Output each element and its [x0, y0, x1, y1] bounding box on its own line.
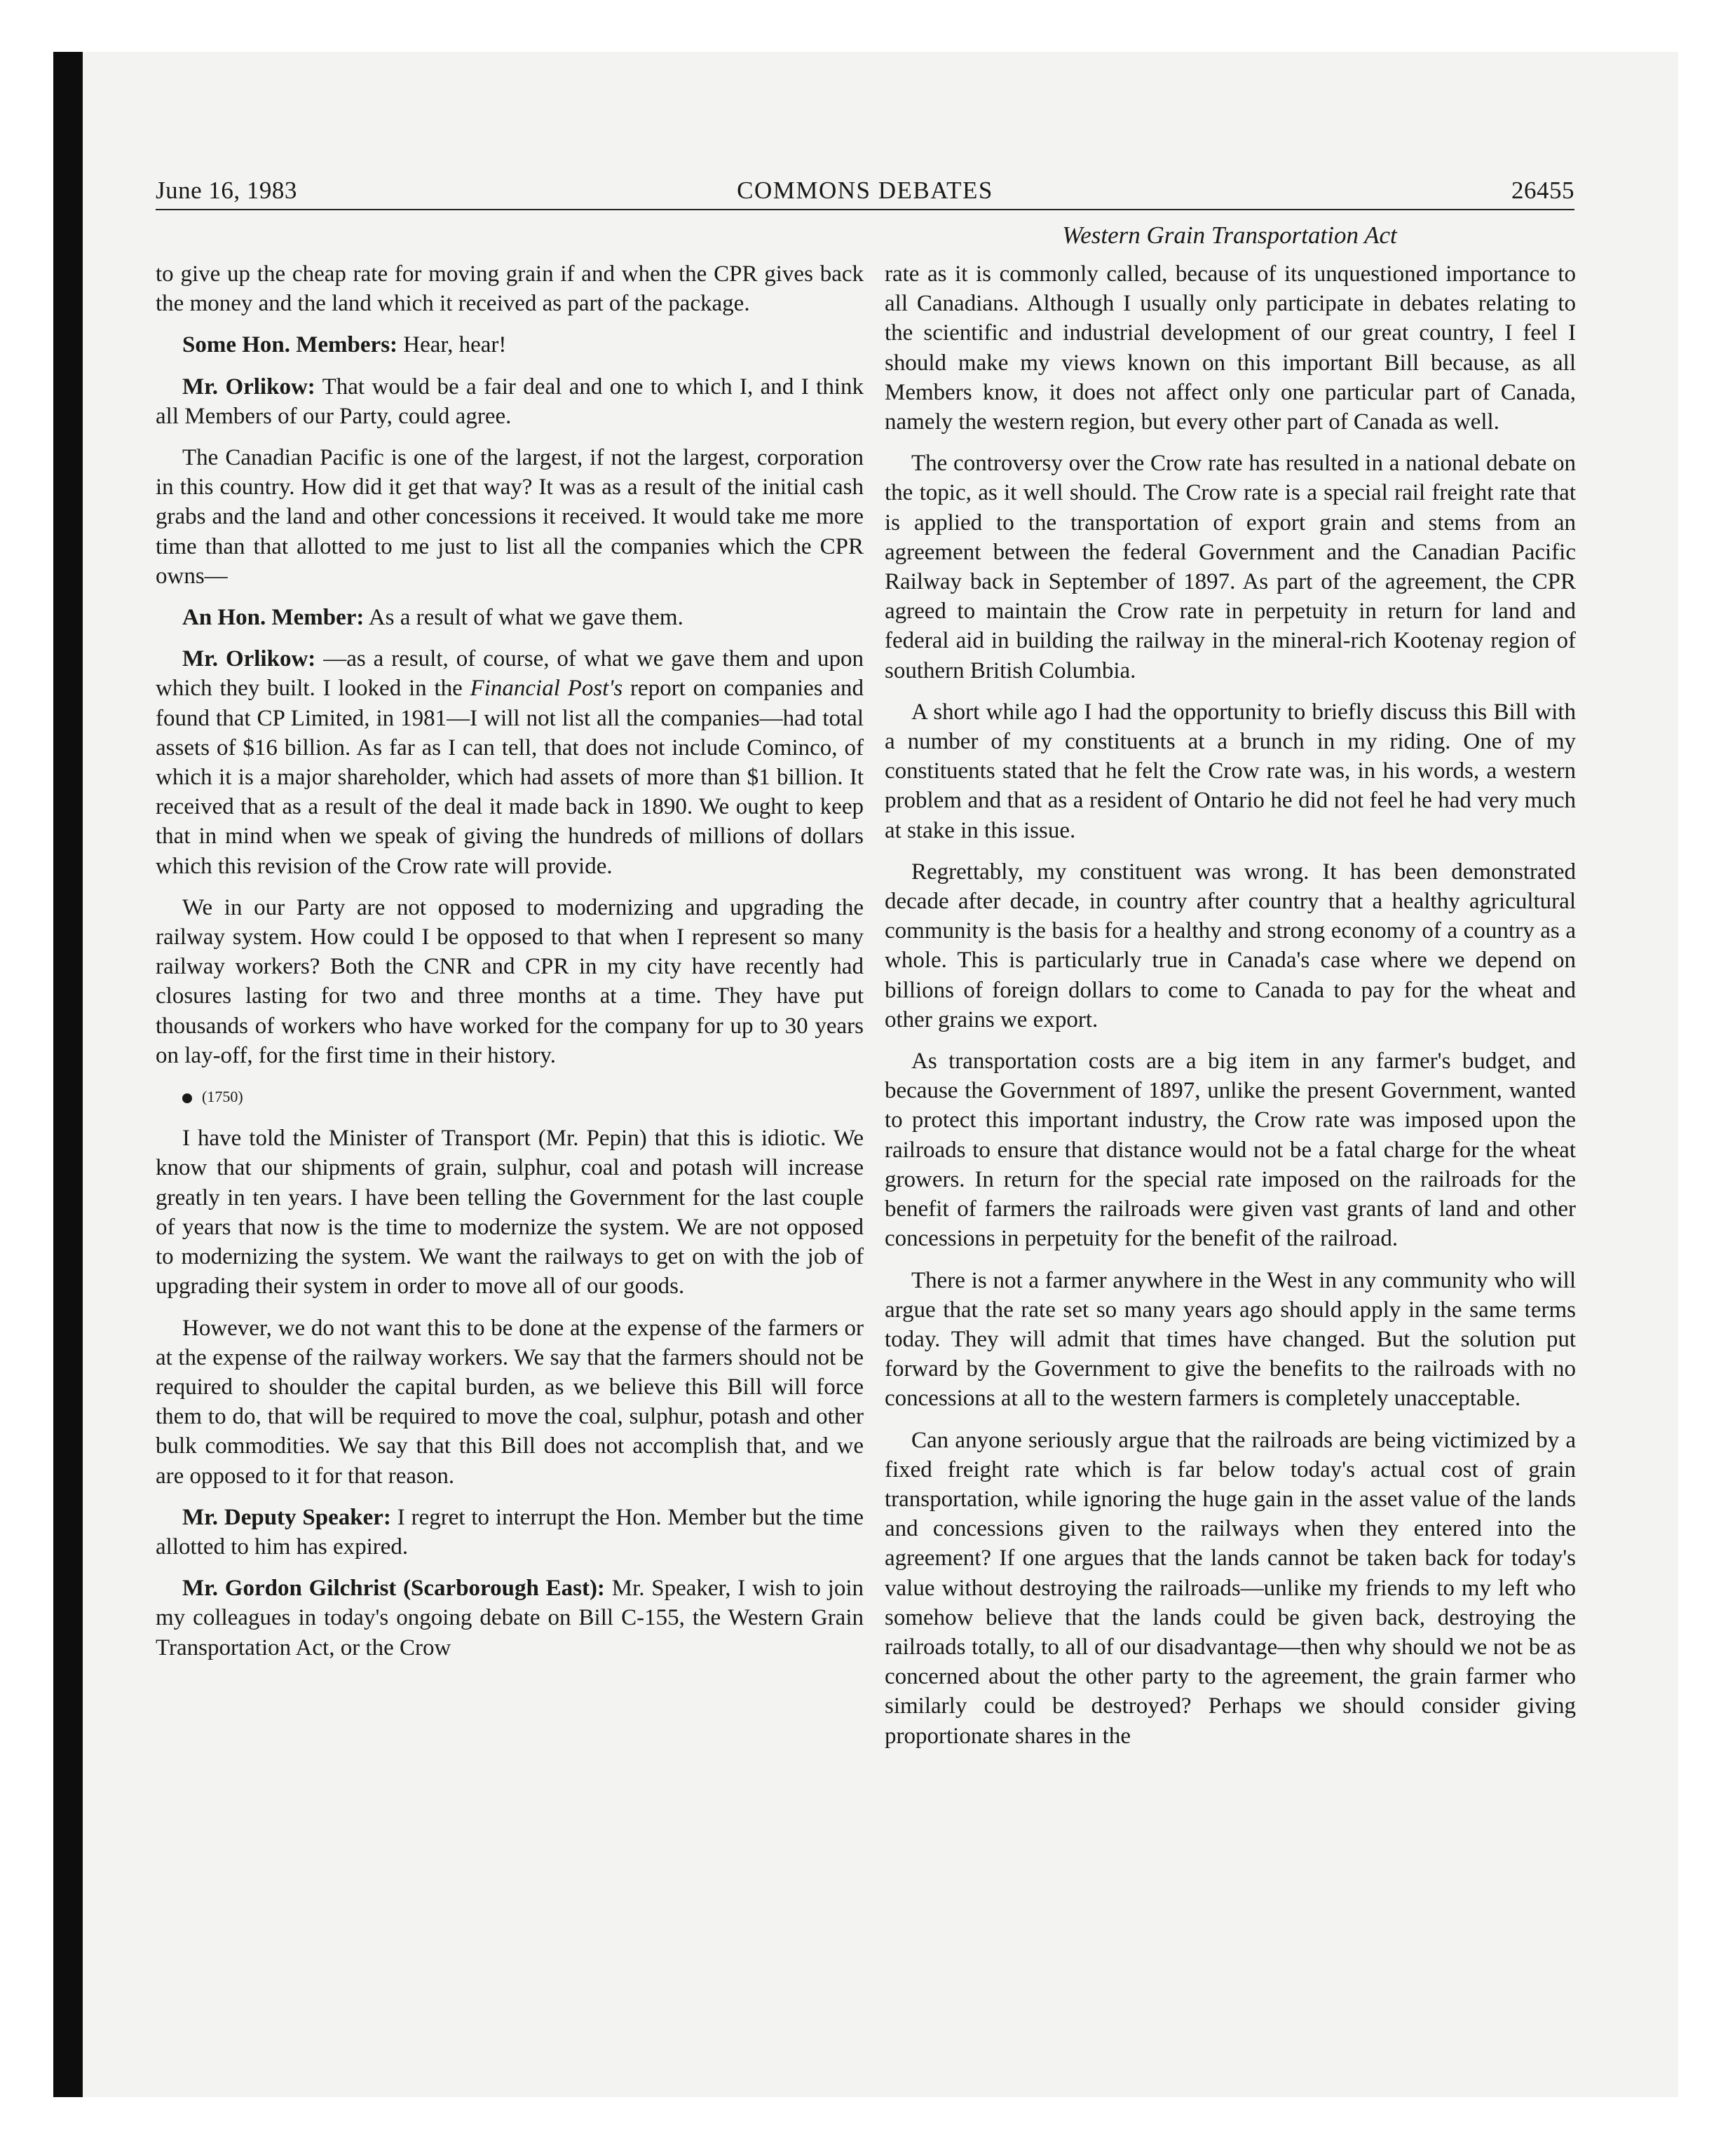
speaker-name: Mr. Orlikow:	[182, 646, 316, 672]
speech-text: Mr. Speaker, I wish to join my colleagues in today's ongoing debate on Bill C-155, the Western Grain Transportation Act, or the Crow	[156, 1576, 864, 1660]
paragraph	[156, 603, 864, 632]
paragraph: The Canadian Pacific is one of the largest, if not the largest, corporation in this country. How did it get that way? It was as a result of the initial cash grabs and the land and other concessions it received. It would take me more time than that allotted to me just to list all the companies which the CPR owns—	[156, 445, 864, 589]
speaker-name: Mr. Deputy Speaker:	[182, 1504, 391, 1530]
paragraph: I have told the Minister of Transport (Mr. Pepin) that this is idiotic. We know that our shipments of grain, sulphur, coal and potash will increase greatly in ten years. I have been telling the Government for the last couple of years that now is the time to modernize the system. We are not opposed to modernizing the system. We want the railways to get on with the job of upgrading their system in order to move all of our goods.	[156, 1126, 864, 1299]
paragraph	[156, 330, 864, 360]
paragraph: As transportation costs are a big item in any farmer's budget, and because the Government of 1897, unlike the present Government, wanted to protect this important industry, the Crow rate was imposed upon the railroads to ensure that distance would not be a fatal charge for the wheat growers. In return for the special rate imposed on the railroads for the benefit of farmers the railroads were given vast grants of land and other concessions in perpetuity for the benefit of the railroad.	[885, 1049, 1576, 1252]
speech-text: That would be a fair deal and one to which I, and I think all Members of our Party, could agree.	[156, 374, 864, 429]
speech-text: —as a result, of course, of what we gave them and upon which they built. I looked in the	[156, 646, 864, 702]
speaker-name: Mr. Orlikow:	[182, 374, 315, 400]
page-number: 26455	[1511, 177, 1574, 204]
paragraph: to give up the cheap rate for moving grain if and when the CPR gives back the money and the land which it received as part of the package.	[156, 261, 864, 317]
publication-title: Financial Post's	[470, 676, 623, 702]
page-header	[156, 172, 1574, 210]
right-column	[885, 259, 1576, 1763]
speech-text: As a result of what we gave them.	[364, 605, 683, 631]
paragraph: Can anyone seriously argue that the railroads are being victimized by a fixed freight rate which is far below today's actual cost of grain transportation, while ignoring the huge gain in the asset value of the lands and concessions given to the railways when they entered into the agreement? If one argues that the lands cannot be taken back for today's value without destroying the railroads—unlike my friends to my left who somehow believe that the lands could be given back, destroying the railroads totally, to all of our disadvantage—then why should we not be as concerned about the other party to the agreement, the grain farmer who similarly could be destroyed? Perhaps we should consider giving proportionate shares in the	[885, 1427, 1576, 1749]
paragraph: Regrettably, my constituent was wrong. It has been demonstrated decade after decade, in country after country that a healthy agricultural community is the basis for a healthy and strong economy of a country as a whole. This is particularly true in Canada's case where we depend on billions of foreign dollars to come to Canada to pay for the wheat and other grains we export.	[885, 859, 1576, 1032]
paragraph: rate as it is commonly called, because of its unquestioned importance to all Canadians. Although I usually only participate in debates relating to the scientific and industrial development of our great country, I feel I should make my views known on this important Bill because, as all Members know, it does not affect only one particular part of Canada, namely the western region, but every other part of Canada as well.	[885, 261, 1576, 435]
time-marker	[156, 1082, 864, 1112]
bullet-icon	[182, 1093, 192, 1103]
paragraph: There is not a farmer anywhere in the West in any community who will argue that the rate set so many years ago should apply in the same terms today. They will admit that times have changed. But the solution put forward by the Government to give the benefits to the railroads with no concessions at all to the western farmers is completely unacceptable.	[885, 1267, 1576, 1412]
speaker-name: An Hon. Member:	[182, 605, 365, 631]
speaker-name: Mr. Gordon Gilchrist (Scarborough East):	[182, 1576, 605, 1602]
paragraph	[156, 1574, 864, 1663]
header-date: June 16, 1983	[156, 177, 297, 204]
paragraph	[156, 1503, 864, 1562]
speech-text: report on companies and found that CP Limited, in 1981—I will not list all the companies—had total assets of $16 billion. As far as I can tell, that does not include Cominco, of which it is a major shareholder, which had assets of more than $1 billion. It received that as a result of the deal it made back in 1890. We ought to keep that in mind when we speak of giving the hundreds of millions of dollars which this revision of the Crow rate will provide.	[156, 676, 864, 879]
paragraph: The controversy over the Crow rate has resulted in a national debate on the topic, as it well should. The Crow rate is a special rail freight rate that is applied to the transportation of export grain and stems from an agreement between the federal Government and the Canadian Pacific Railway back in September of 1897. As part of the agreement, the CPR agreed to maintain the Crow rate in perpetuity in return for land and federal aid in building the railway in the mineral-rich Kootenay region of southern British Columbia.	[885, 451, 1576, 683]
left-column	[156, 259, 864, 1674]
paragraph: A short while ago I had the opportunity to briefly discuss this Bill with a number of my constituents at a brunch in my riding. One of my constituents stated that he felt the Crow rate was, in his words, a western problem and that as a resident of Ontario he did not feel he had very much at stake in this issue.	[885, 699, 1576, 843]
paragraph	[156, 372, 864, 431]
running-head: Western Grain Transportation Act	[1062, 221, 1397, 249]
speech-text: I regret to interrupt the Hon. Member but the time allotted to him has expired.	[156, 1504, 864, 1560]
binding-edge	[53, 52, 83, 2097]
paragraph: However, we do not want this to be done at the expense of the farmers or at the expense of the railway workers. We say that the farmers should not be required to shoulder the capital burden, as we believe this Bill will force them to do, that will be required to move the coal, sulphur, potash and other bulk commodities. We say that this Bill does not accomplish that, and we are opposed to it for that reason.	[156, 1315, 864, 1489]
header-title: COMMONS DEBATES	[737, 177, 993, 204]
speaker-name: Some Hon. Members:	[182, 332, 398, 358]
time-marker-label: (1750)	[202, 1088, 243, 1106]
speech-text: Hear, hear!	[397, 332, 507, 358]
paragraph: We in our Party are not opposed to modernizing and upgrading the railway system. How could I be opposed to that when I represent so many railway workers? Both the CNR and CPR in my city have recently had closures lasting for two and three months at a time. They have put thousands of workers who have worked for the company for up to 30 years on lay-off, for the first time in their history.	[156, 894, 864, 1068]
paragraph	[156, 644, 864, 881]
